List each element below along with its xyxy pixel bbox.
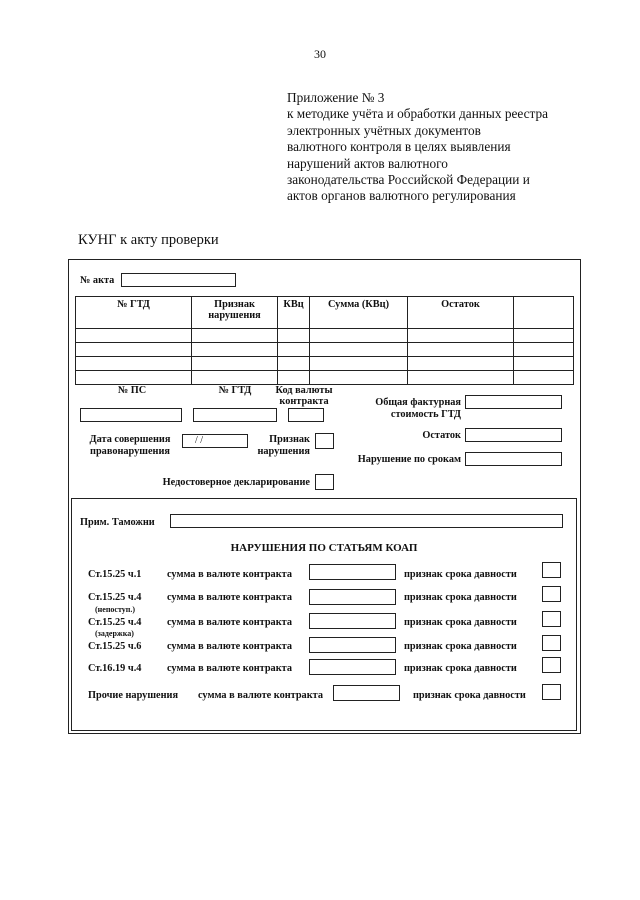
false-declaration-checkbox[interactable] (315, 474, 334, 490)
page-number: 30 (314, 47, 326, 61)
remainder-label: Остаток (422, 430, 461, 441)
invoice-value-field[interactable] (465, 395, 562, 409)
article-label: Ст.15.25 ч.4 (88, 617, 142, 628)
ps-number-field[interactable] (80, 408, 182, 422)
table-cell[interactable] (514, 371, 574, 385)
table-cell[interactable] (278, 343, 310, 357)
limitation-checkbox[interactable] (542, 657, 561, 673)
table-header-row (76, 297, 574, 329)
act-number-field[interactable] (121, 273, 236, 287)
appendix-line: Приложение № 3 (287, 90, 385, 105)
column-header: КВц (278, 297, 310, 329)
limitation-label: признак срока давности (404, 569, 517, 580)
table-cell[interactable] (408, 343, 514, 357)
sum-field[interactable] (309, 564, 396, 580)
column-header: Остаток (408, 297, 514, 329)
table-row (76, 371, 574, 385)
limitation-checkbox[interactable] (542, 586, 561, 602)
label-line: правонарушения (90, 446, 170, 457)
customs-note-field[interactable] (170, 514, 563, 528)
currency-code-field[interactable] (288, 408, 324, 422)
column-header: Сумма (КВц) (310, 297, 408, 329)
label-line: Дата совершения (89, 434, 171, 445)
invoice-value-label (340, 397, 461, 421)
deadline-violation-label: Нарушение по срокам (357, 454, 461, 465)
sum-field[interactable] (309, 589, 396, 605)
limitation-label: признак срока давности (413, 690, 526, 701)
table-cell[interactable] (278, 357, 310, 371)
table-cell[interactable] (408, 329, 514, 343)
column-header: Признак нарушения (192, 297, 278, 329)
koap-title: НАРУШЕНИЯ ПО СТАТЬЯМ КОАП (230, 542, 418, 554)
sum-field[interactable] (309, 637, 396, 653)
table-cell[interactable] (76, 371, 192, 385)
violation-date-label (82, 434, 178, 458)
other-violations-label: Прочие нарушения (88, 690, 179, 701)
appendix-line: электронных учётных документов (287, 122, 481, 138)
label-line: контракта (279, 396, 329, 407)
table-cell[interactable] (76, 357, 192, 371)
article-label: Ст.15.25 ч.4 (88, 592, 142, 603)
limitation-label: признак срока давности (404, 641, 517, 652)
table-cell[interactable] (278, 371, 310, 385)
sum-label: сумма в валюте контракта (167, 592, 292, 603)
article-note: (задержка) (95, 629, 134, 638)
appendix-line: актов органов валютного регулирования (287, 188, 516, 204)
label-line: Общая фактурная (375, 397, 461, 408)
table-cell[interactable] (514, 357, 574, 371)
label-line: нарушения (257, 446, 310, 457)
table-cell[interactable] (310, 329, 408, 343)
column-header: № ГТД (76, 297, 192, 329)
table-cell[interactable] (192, 329, 278, 343)
customs-note-label: Прим. Таможни (80, 517, 155, 528)
sum-label: сумма в валюте контракта (198, 690, 323, 701)
table-cell[interactable] (192, 357, 278, 371)
limitation-label: признак срока давности (404, 663, 517, 674)
table-cell[interactable] (514, 343, 574, 357)
table-cell[interactable] (192, 343, 278, 357)
gtd-number-field[interactable] (193, 408, 277, 422)
appendix-line: валютного контроля в целях выявления (287, 139, 511, 155)
appendix-line: законодательства Российской Федерации и (287, 172, 530, 188)
table-cell[interactable] (278, 329, 310, 343)
label-line: стоимость ГТД (390, 409, 461, 420)
act-number-label: № акта (80, 275, 115, 286)
violation-sign-label (250, 434, 310, 458)
violation-date-field[interactable]: / / (182, 434, 248, 448)
remainder-field[interactable] (465, 428, 562, 442)
table-cell[interactable] (408, 371, 514, 385)
table-cell[interactable] (76, 343, 192, 357)
sum-field[interactable] (333, 685, 400, 701)
label-line: Код валюты (275, 385, 333, 396)
limitation-checkbox[interactable] (542, 635, 561, 651)
article-label: Ст.15.25 ч.6 (88, 641, 142, 652)
appendix-line: нарушений актов валютного (287, 155, 448, 171)
deadline-violation-field[interactable] (465, 452, 562, 466)
appendix-line: к методике учёта и обработки данных реестра (287, 106, 549, 122)
table-cell[interactable] (310, 371, 408, 385)
limitation-checkbox[interactable] (542, 684, 561, 700)
sum-label: сумма в валюте контракта (167, 617, 292, 628)
table-cell[interactable] (514, 329, 574, 343)
sum-label: сумма в валюте контракта (167, 641, 292, 652)
table-row (76, 343, 574, 357)
sum-label: сумма в валюте контракта (167, 569, 292, 580)
appendix-header (287, 90, 548, 205)
limitation-checkbox[interactable] (542, 611, 561, 627)
table-cell[interactable] (192, 371, 278, 385)
table-cell[interactable] (76, 329, 192, 343)
limitation-checkbox[interactable] (542, 562, 561, 578)
form-title: КУНГ к акту проверки (78, 232, 219, 248)
table-cell[interactable] (310, 357, 408, 371)
currency-code-label (268, 385, 340, 407)
table-cell[interactable] (310, 343, 408, 357)
article-label: Ст.15.25 ч.1 (88, 569, 142, 580)
limitation-label: признак срока давности (404, 617, 517, 628)
gtd-table (75, 296, 574, 385)
ps-number-label: № ПС (117, 385, 147, 396)
table-row (76, 357, 574, 371)
sum-field[interactable] (309, 659, 396, 675)
false-declaration-label: Недостоверное декларирование (162, 477, 310, 488)
column-header (514, 297, 574, 329)
violation-sign-checkbox[interactable] (315, 433, 334, 449)
label-line: Признак (269, 434, 310, 445)
article-label: Ст.16.19 ч.4 (88, 663, 142, 674)
article-note: (непоступ.) (95, 605, 136, 614)
table-row (76, 329, 574, 343)
table-cell[interactable] (408, 357, 514, 371)
sum-label: сумма в валюте контракта (167, 663, 292, 674)
sum-field[interactable] (309, 613, 396, 629)
gtd-number-label: № ГТД (218, 385, 252, 396)
limitation-label: признак срока давности (404, 592, 517, 603)
